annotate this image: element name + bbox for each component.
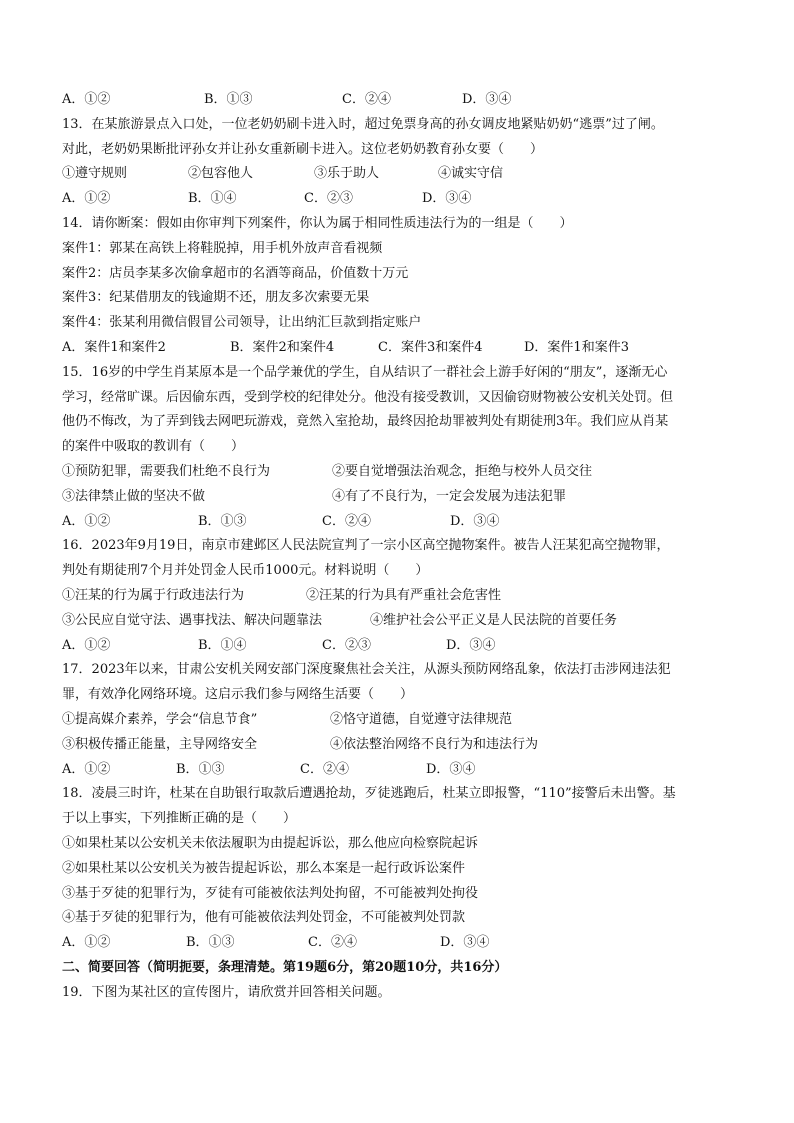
q15-stem-line: 15．16岁的中学生肖某原本是一个品学兼优的学生，自从结识了一群社会上游手好闲的“朋友”，逐渐无心 [62,364,668,380]
q18-item: ①如果杜某以公安机关未依法履职为由提起诉讼，那么他应向检察院起诉 [62,835,479,851]
q15-stem-line: 的案件中吸取的教训有（ ） [62,439,245,455]
q14-option-d: D．案件1和案件3 [524,339,629,355]
q12-option-c: C．②④ [342,92,391,107]
q17-item-4: ④依法整治网络不良行为和违法行为 [330,736,539,752]
q18-option-c: C．②④ [308,935,357,951]
q13-option-b: B．①④ [188,191,237,207]
q13-item-1: ①遵守规则 [62,166,128,182]
q17-stem-line: 罪，有效净化网络环境。这启示我们参与网络生活要（ ） [62,687,414,703]
q13-item-2: ②包容他人 [188,166,254,182]
q16-item-3: ③公民应自觉守法、遇事找法、解决问题靠法 [62,612,323,628]
section-2-heading: 二、简要回答（简明扼要，条理清楚。第19题6分，第20题10分，共16分） [62,959,508,975]
q16-stem-line: 16．2023年9月19日，南京市建邺区人民法院宣判了一宗小区高空抛物案件。被告人汪某犯高空抛物罪， [62,538,670,554]
q13-stem-line: 对此，老奶奶果断批评孙女并让孙女重新刷卡进入。这位老奶奶教育孙女要（ ） [62,141,544,157]
q15-items-row1 [62,460,742,485]
q14-options [62,336,742,361]
q17-options [62,758,742,783]
q17-item-1: ①提高媒介素养，学会“信息节食” [62,711,258,727]
q13-option-a: A．①② [62,191,111,207]
q16-item-1: ①汪某的行为属于行政违法行为 [62,587,245,603]
exam-page [62,88,742,1005]
q12-option-d: D．③④ [462,92,512,107]
q18-item: ③基于歹徒的犯罪行为，歹徒有可能被依法判处拘留，不可能被判处拘役 [62,885,479,901]
q17-option-c: C．②④ [300,761,349,777]
q17-option-a: A．①② [62,761,111,777]
q15-item-2: ②要自觉增强法治观念，拒绝与校外人员交往 [332,463,593,479]
q16-items-row1 [62,584,742,609]
q17-items-row2 [62,733,742,758]
q17-item-2: ②恪守道德，自觉遵守法律规范 [330,711,513,727]
q14-stem-line: 14．请你断案：假如由你审判下列案件，你认为属于相同性质违法行为的一组是（ ） [62,215,573,231]
q15-options [62,510,742,535]
q12-option-b: B．①③ [204,92,253,107]
q18-option-b: B．①③ [186,935,235,951]
q16-option-a: A．①② [62,637,111,653]
q16-stem-line: 判处有期徒刑7个月并处罚金人民币1000元。材料说明（ ） [62,563,429,579]
q18-option-d: D．③④ [440,935,490,951]
q17-items-row1 [62,708,742,733]
q15-items-row2 [62,485,742,510]
q17-option-b: B．①③ [176,761,225,777]
q13-item-3: ③乐于助人 [314,166,380,182]
q14-case: 案件2：店员李某多次偷拿超市的名酒等商品，价值数十万元 [62,265,409,281]
q14-option-b: B．案件2和案件4 [230,339,335,355]
q15-item-3: ③法律禁止做的坚决不做 [62,488,206,504]
q14-case: 案件3：纪某借朋友的钱逾期不还，朋友多次索要无果 [62,290,370,306]
q16-option-d: D．③④ [446,637,496,653]
q12-option-a: A．①② [62,92,111,107]
q17-option-d: D．③④ [426,761,476,777]
q13-stem-line: 13．在某旅游景点入口处，一位老奶奶刷卡进入时，超过免票身高的孙女调皮地紧贴奶奶“逃票”过了闸。 [62,116,664,132]
q13-option-c: C．②③ [304,191,353,207]
q18-option-a: A．①② [62,935,111,951]
q14-case: 案件4：张某利用微信假冒公司领导，让出纳汇巨款到指定账户 [62,315,422,331]
q15-item-4: ④有了不良行为，一定会发展为违法犯罪 [332,488,567,504]
q15-option-b: B．①③ [198,513,247,529]
q19-stem-line: 19．下图为某社区的宣传图片，请欣赏并回答相关问题。 [62,984,391,1000]
q13-items [62,162,742,187]
q18-item: ④基于歹徒的犯罪行为，他有可能被依法判处罚金，不可能被判处罚款 [62,910,466,926]
q17-stem-line: 17．2023年以来，甘肃公安机关网安部门深度聚焦社会关注，从源头预防网络乱象，依法打击涉网违法犯 [62,662,671,678]
q16-item-2: ②汪某的行为具有严重社会危害性 [306,587,502,603]
q14-option-c: C．案件3和案件4 [378,339,483,355]
q15-stem-line: 他仍不悔改，为了弄到钱去网吧玩游戏，竟然入室抢劫，最终因抢劫罪被判处有期徒刑3年。我们应从肖某 [62,414,669,430]
q15-stem-line: 学习，经常旷课。后因偷东西，受到学校的纪律处分。他没有接受教训，又因偷窃财物被公安机关处罚。但 [62,389,674,405]
q15-item-1: ①预防犯罪，需要我们杜绝不良行为 [62,463,271,479]
q16-option-b: B．①④ [198,637,247,653]
q18-item: ②如果杜某以公安机关为被告提起诉讼，那么本案是一起行政诉讼案件 [62,860,466,876]
q16-item-4: ④维护社会公平正义是人民法院的首要任务 [370,612,618,628]
q18-stem-line: 于以上事实，下列推断正确的是（ ） [62,811,297,827]
q13-item-4: ④诚实守信 [438,166,504,182]
q16-options [62,634,742,659]
q17-item-3: ③积极传播正能量，主导网络安全 [62,736,258,752]
q18-options [62,931,742,956]
q14-case: 案件1：郭某在高铁上将鞋脱掉，用手机外放声音看视频 [62,240,383,256]
q16-option-c: C．②③ [322,637,371,653]
q15-option-d: D．③④ [450,513,500,529]
q16-items-row2 [62,609,742,634]
q14-option-a: A．案件1和案件2 [62,339,166,355]
q12-options [62,88,742,113]
q13-option-d: D．③④ [422,191,472,207]
q15-option-c: C．②④ [322,513,371,529]
q18-stem-line: 18．凌晨三时许，杜某在自助银行取款后遭遇抢劫，歹徒逃跑后，杜某立即报警，“110”接警后未出警。基 [62,786,676,802]
q13-options [62,187,742,212]
q15-option-a: A．①② [62,513,111,529]
